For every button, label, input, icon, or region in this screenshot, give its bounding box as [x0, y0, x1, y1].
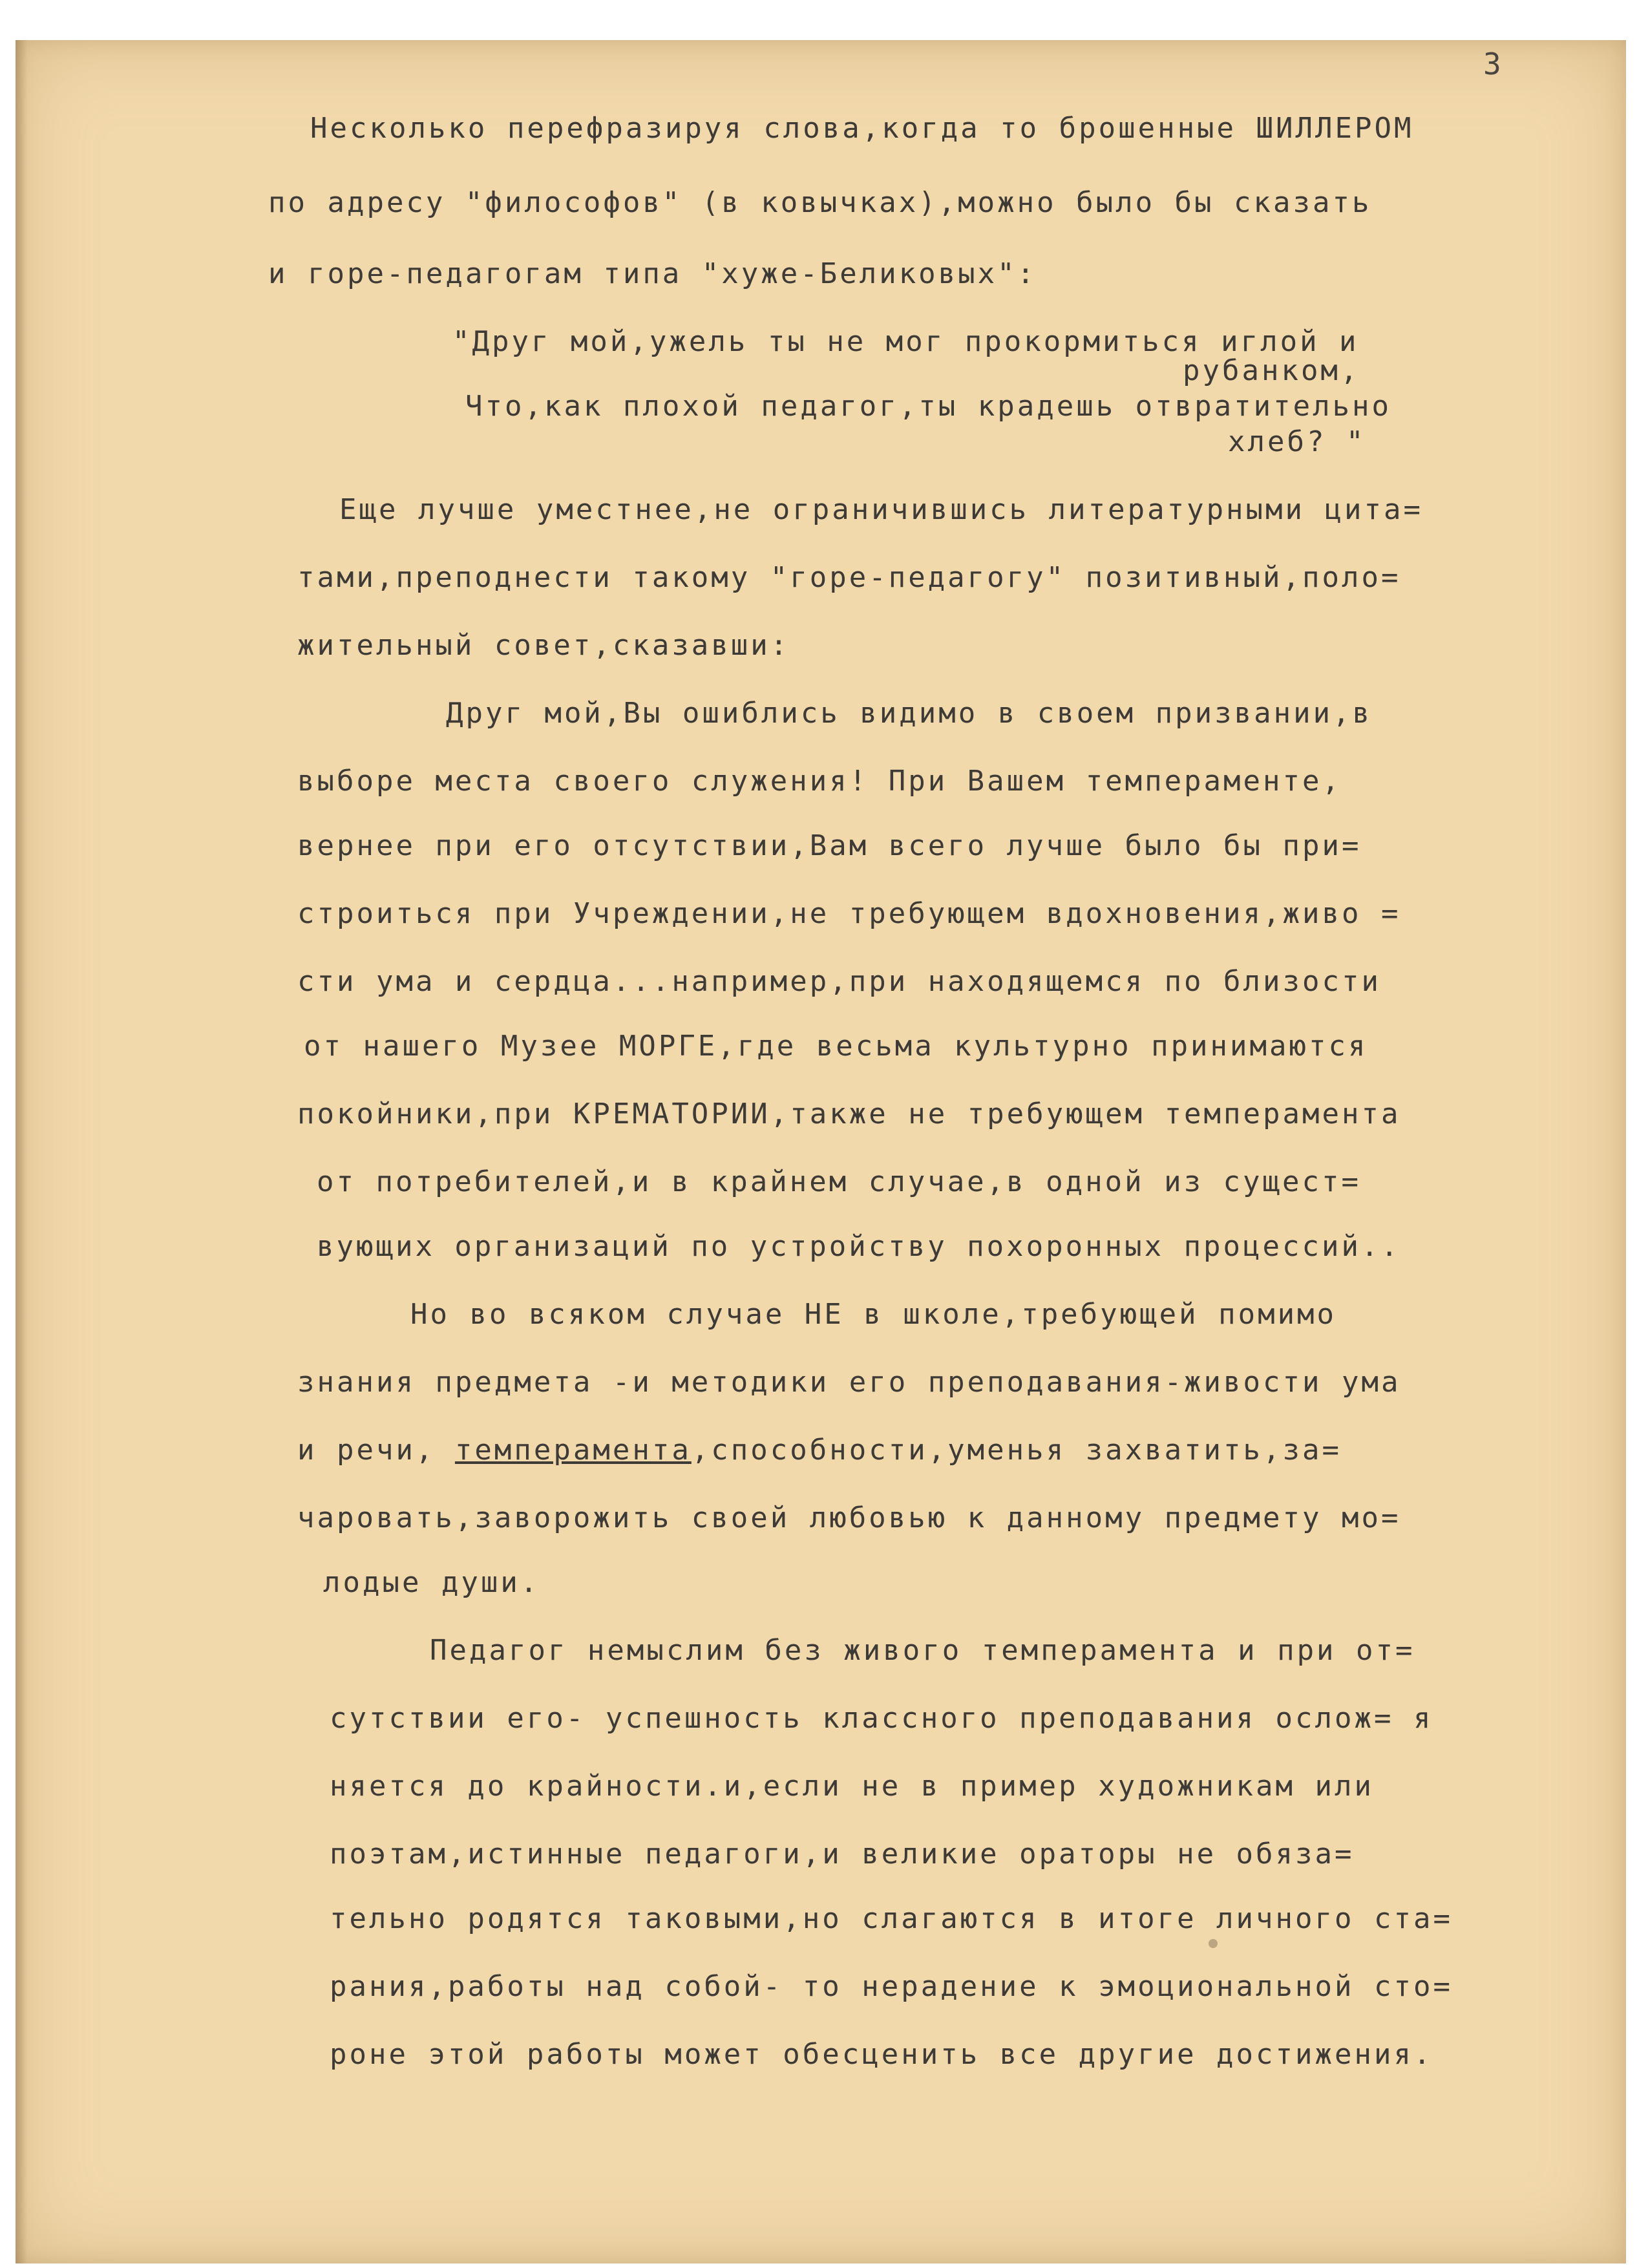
text-line: няется до крайности.и,если не в пример художникам или [330, 1770, 1374, 1803]
poem-line: Что,как плохой педагог,ты крадешь отвратительно [465, 390, 1392, 423]
text-line: сти ума и сердца...например,при находящемся по близости [297, 965, 1381, 998]
text-line: Но во всяком случае НЕ в школе,требующей помимо [410, 1298, 1337, 1331]
text-line: выборе места своего служения! При Вашем темпераменте, [297, 765, 1342, 798]
text-line: роне этой работы может обесценить все другие достижения. [330, 2038, 1433, 2071]
text-line: вующих организаций по устройству похоронных процессий.. [317, 1230, 1400, 1263]
text-line: жительный совет,сказавши: [297, 629, 790, 662]
text-line: чаровать,заворожить своей любовью к данному предмету мо= [297, 1501, 1401, 1534]
poem-line: "Друг мой,ужель ты не мог прокормиться иглой и [452, 325, 1359, 358]
text-line: Друг мой,Вы ошиблись видимо в своем призвании,в [446, 697, 1373, 730]
text-line: и горе-педагогам типа "хуже-Беликовых": [268, 257, 1037, 290]
text-line: тами,преподнести такому "горе-педагогу" позитивный,поло= [297, 561, 1401, 594]
text-line: знания предмета -и методики его преподавания-живости ума [297, 1366, 1401, 1399]
text-line: от потребителей,и в крайнем случае,в одной из сущест= [317, 1165, 1361, 1198]
paper-edge-shadow [16, 40, 27, 2263]
text-line: сутствии его- успешность классного преподавания ослож= я [330, 1702, 1433, 1735]
text-line: вернее при его отсутствии,Вам всего лучше было бы при= [297, 829, 1362, 862]
underlined-word: темперамента [454, 1434, 692, 1467]
text-line: поэтам,истинные педагоги,и великие ораторы не обяза= [330, 1838, 1355, 1871]
text-line: покойники,при КРЕМАТОРИИ,также не требующем темперамента [297, 1097, 1401, 1130]
text-line: по адресу "философов" (в ковычках),можно было бы сказать [268, 186, 1372, 219]
page-number: 3 [1483, 47, 1501, 81]
poem-line: хлеб? " [1228, 425, 1366, 458]
text-fragment: ,способности,уменья захватить,за= [691, 1434, 1342, 1467]
text-line: лодые души. [323, 1566, 540, 1599]
text-line: Педагог немыслим без живого темперамента и при от= [430, 1634, 1415, 1667]
text-line: Несколько перефразируя слова,когда то брошенные ШИЛЛЕРОМ [310, 112, 1414, 145]
text-line-composite [297, 1432, 1342, 1469]
text-line: строиться при Учреждении,не требующем вдохновения,живо = [297, 897, 1401, 930]
poem-line: рубанком, [1183, 354, 1360, 387]
text-line: тельно родятся таковыми,но слагаются в итоге личного ста= [330, 1902, 1453, 1935]
text-line: от нашего Музее МОРГЕ,где весьма культурно принимаются [304, 1030, 1368, 1063]
ink-mark [1209, 1939, 1218, 1948]
text-line: Еще лучше уместнее,не ограничившись литературными цита= [339, 493, 1423, 526]
text-fragment: и речи, [297, 1434, 455, 1467]
text-line: рания,работы над собой- то нерадение к эмоциональной сто= [330, 1970, 1453, 2003]
